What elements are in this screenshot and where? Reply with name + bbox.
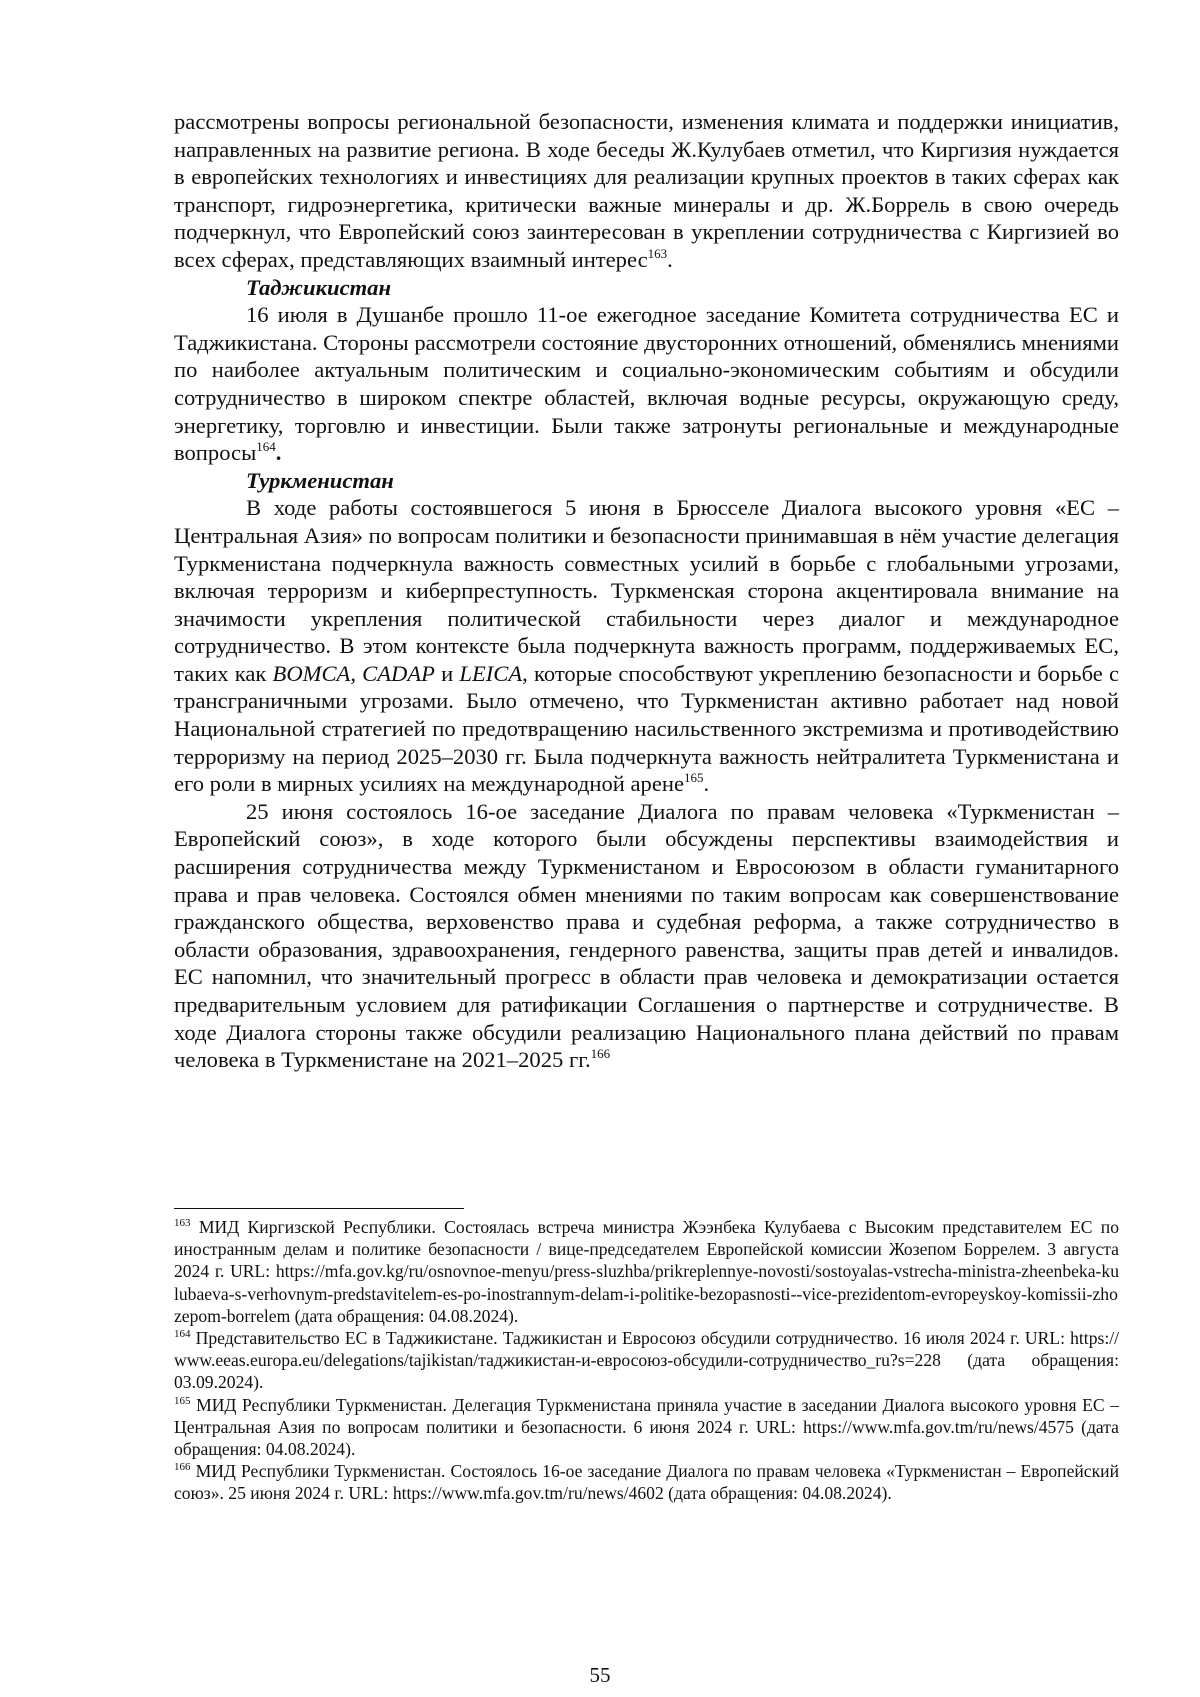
intro-paragraph: рассмотрены вопросы региональной безопасности, изменения климата и поддержки инициатив, направленных на развитие региона. В ходе беседы Ж.Кулубаев отметил, что Киргизия нуждается в европейских технологиях и инвестициях для реализации крупных проектов в таких сферах как транспорт, гидроэнергетика, критически важные минералы и др. Ж.Боррель в свою очередь подчеркнул, что Европейский союз заинтересован в укреплении сотрудничества с Киргизией во всех сферах, представляющих взаимный интерес$^{163}$. bbox=[174, 109, 1119, 272]
footnote-link[interactable]: https://www.mfa.gov.tm/ru/news/4602 bbox=[392, 1483, 664, 1504]
heading-tajikistan: Таджикистан bbox=[246, 274, 392, 300]
footnote-ref-166[interactable]: 166 bbox=[590, 1046, 611, 1062]
tajikistan-paragraph: 16 июля в Душанбе прошло 11-ое ежегодное заседание Комитета сотрудничества ЕС и Таджикистана. Стороны рассмотрели состояние двусторонних отношений, обменялись мнениями по наиболее актуальным политическим и социально-экономическим событиям и обсудили сотрудничество в широком спектре областей, включая водные ресурсы, окружающую среду, энергетику, торговлю и инвестиции. Были также затронуты региональные и международные вопросы$^{164}$. bbox=[174, 302, 1119, 466]
heading-turkmenistan: Туркменистан bbox=[246, 467, 394, 493]
footnote-separator bbox=[174, 1208, 464, 1209]
main-text bbox=[174, 108, 1119, 1074]
footnotes bbox=[174, 1216, 1119, 1505]
footnote-164: $^{164}$ Представительство ЕС в Таджикистане. Таджикистан и Евросоюз обсудили сотрудничество. 16 июля 2024 г. URL: https://www.eeas.europa.eu/delegations/tajikistan/таджикистан-и-евросоюз-обсудили-сотрудничество_ru?s=228 (дата обращения: 03.09.2024). bbox=[174, 1328, 1120, 1393]
footnote-link[interactable]: https://mfa.gov.kg/ru/osnovnoe-menyu/press-sluzhba/prikreplennye-novosti/sostoyalas-vstrecha-ministra-zheenbeka-kulubaeva-s-verhovnym-predstavitelem-es-po-inostrannym-delam-i-politike-bezopasnosti--vice-prezidentom-evropeyskoy-komissii-zhozepom-borrelem bbox=[174, 1261, 1119, 1326]
program-cadap: CADAP bbox=[362, 660, 435, 686]
program-leica: LEICA bbox=[459, 660, 523, 686]
footnote-link[interactable]: https://www.mfa.gov.tm/ru/news/4575 bbox=[803, 1416, 1074, 1437]
turkmenistan-paragraph-2: 25 июня состоялось 16-ое заседание Диалога по правам человека «Туркменистан – Европейский союз», в ходе которого были обсуждены перспективы взаимодействия и расширения сотрудничества между Туркменистаном и Евросоюзом в области гуманитарного права и прав человека. Состоялся обмен мнениями по таким вопросам как совершенствование гражданского общества, верховенство права и судебная реформа, а также сотрудничество в области образования, здравоохранения, гендерного равенства, защиты прав детей и инвалидов. ЕС напомнил, что значительный прогресс в области прав человека и демократизации остается предварительным условием для ратификации Соглашения о партнерстве и сотрудничестве. В ходе Диалога стороны также обсудили реализацию Национального плана действий по правам человека в Туркменистане на 2021–2025 гг.$^{166}$ bbox=[174, 798, 1119, 1073]
footnote-ref-165[interactable]: 165 bbox=[683, 770, 704, 786]
turkmenistan-paragraph-1: В ходе работы состоявшегося 5 июня в Брюсселе Диалога высокого уровня «ЕС – Центральная Азия» по вопросам политики и безопасности принимавшая в нём участие делегация Туркменистана подчеркнула важность совместных усилий в борьбе с глобальными угрозами, включая терроризм и киберпреступность. Туркменская сторона акцентировала внимание на значимости укрепления политической стабильности через диалог и международное сотрудничество. В этом контексте была подчеркнута важность программ, поддерживаемых ЕС, таких как BOMCA, CADAP и LEICA, которые способствуют укреплению безопасности и борьбе с трансграничными угрозами. Было отмечено, что Туркменистан активно работает над новой Национальной стратегией по предотвращению насильственного экстремизма и противодействию терроризму на период 2025–2030 гг. Была подчеркнута важность нейтралитета Туркменистана и его роли в мирных усилиях на международной арене$^{165}$. bbox=[174, 495, 1119, 797]
footnote-ref-164[interactable]: 164 bbox=[256, 439, 276, 455]
program-bomca: BOMCA bbox=[272, 660, 351, 686]
page-number: 55 bbox=[589, 1663, 611, 1687]
footnote-166: $^{166}$ МИД Республики Туркменистан. Состоялось 16-ое заседание Диалога по правам человека «Туркменистан – Европейский союз». 25 июня 2024 г. URL: https://www.mfa.gov.tm/ru/news/4602 (дата обращения: 04.08.2024). bbox=[174, 1461, 1119, 1504]
footnote-link[interactable]: https://www.eeas.europa.eu/delegations/tajikistan/таджикистан-и-евросоюз-обсудили-сотрудничество_ru?s=228 bbox=[174, 1328, 1120, 1371]
footnote-ref-163[interactable]: 163 bbox=[647, 245, 668, 261]
footnote-165: $^{165}$ МИД Республики Туркменистан. Делегация Туркменистана приняла участие в заседании Диалога высокого уровня ЕС – Центральная Азия по вопросам политики и безопасности. 6 июня 2024 г. URL: https://www.mfa.gov.tm/ru/news/4575 (дата обращения: 04.08.2024). bbox=[174, 1394, 1119, 1460]
footnote-163: $^{163}$ МИД Киргизской Республики. Состоялась встреча министра Жээнбека Кулубаева с Высоким представителем ЕС по иностранным делам и политике безопасности / вице-председателем Европейской комиссии Жозепом Боррелем. 3 августа 2024 г. URL: https://mfa.gov.kg/ru/osnovnoe-menyu/press-sluzhba/prikreplennye-novosti/sostoyalas-vstrecha-ministra-zheenbeka-kulubaeva-s-verhovnym-predstavitelem-es-po-inostrannym-delam-i-politike-bezopasnosti--vice-prezidentom-evropeyskoy-komissii-zhozepom-borrelem (дата обращения: 04.08.2024). bbox=[174, 1217, 1119, 1326]
